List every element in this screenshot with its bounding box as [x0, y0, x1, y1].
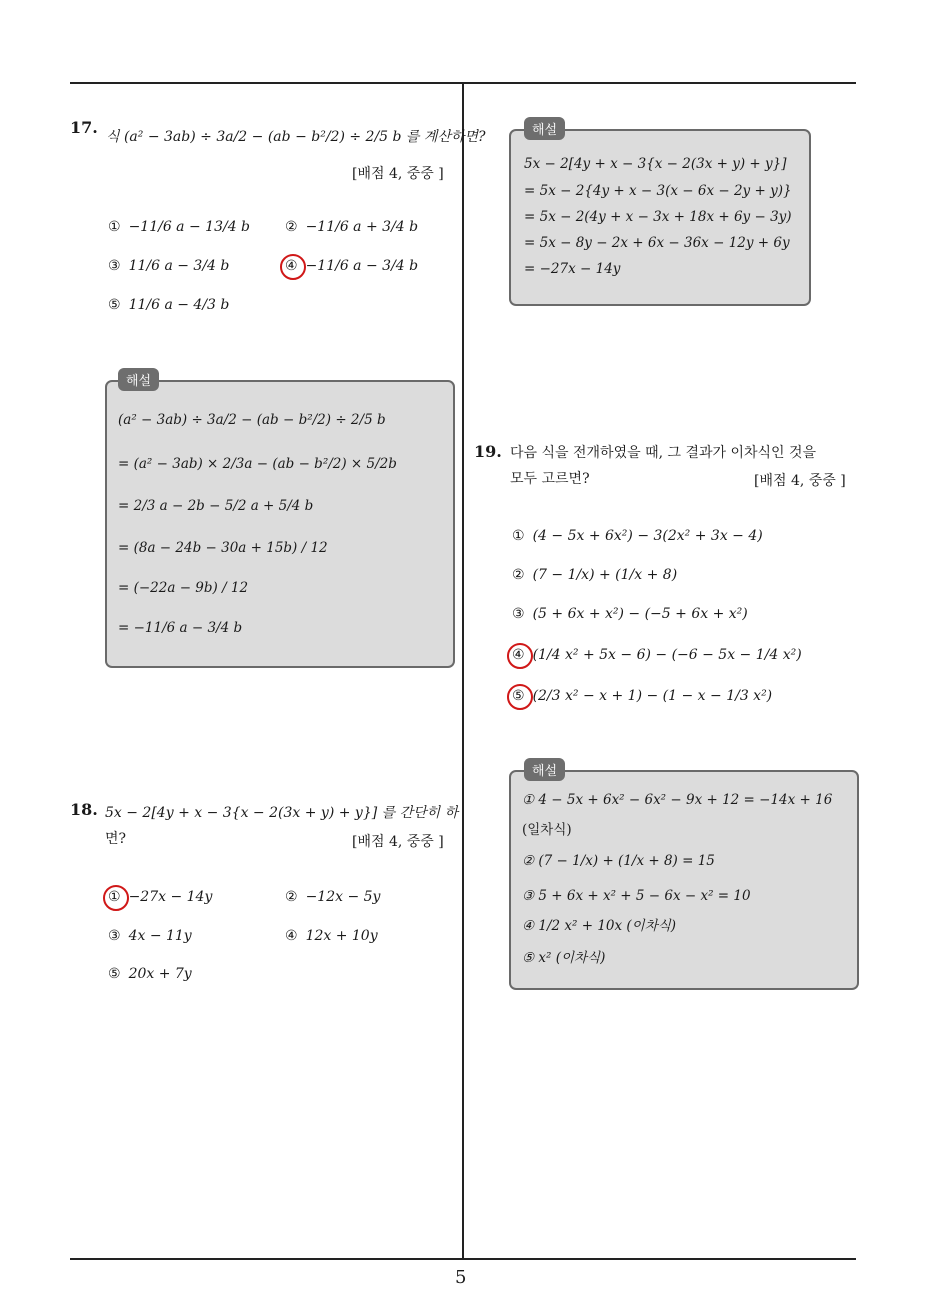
q19-meta: [배점 4, 중중 ] — [754, 473, 846, 489]
choice-expr: (4 − 5x + 6x²) − 3(2x² + 3x − 4) — [532, 528, 763, 544]
q18-solution-line-5: = −27x − 14y — [524, 261, 621, 277]
q19-number: 19. — [474, 442, 502, 461]
choice-expr: 4x − 11y — [128, 928, 192, 944]
choice-expr: 12x + 10y — [305, 928, 378, 944]
q19-stem-line-1: 다음 식을 전개하였을 때, 그 결과가 이차식인 것을 — [510, 445, 817, 461]
q18-solution-tag: 해설 — [524, 117, 565, 140]
q17-stem: 식 (a² − 3ab) ÷ 3a/2 − (ab − b²/2) ÷ 2/5 b 를 계산하면? — [106, 129, 486, 145]
q17-solution-line-4: = (8a − 24b − 30a + 15b) / 12 — [118, 540, 328, 556]
q18-stem-line-2: 면? — [105, 831, 127, 847]
q17-choice-5[interactable] — [108, 297, 229, 313]
q19-choice-2[interactable] — [512, 567, 677, 583]
q18-choice-3[interactable] — [108, 928, 192, 944]
q17-solution-line-6: = −11/6 a − 3/4 b — [118, 620, 243, 636]
q19-choice-1[interactable] — [512, 528, 763, 544]
bottom-rule — [70, 1258, 856, 1260]
q18-solution-line-4: = 5x − 8y − 2x + 6x − 36x − 12y + 6y — [524, 235, 790, 251]
choice-expr: 11/6 a − 4/3 b — [128, 297, 230, 313]
q17-solution-line-2: = (a² − 3ab) × 2/3a − (ab − b²/2) × 5/2b — [118, 456, 397, 472]
q18-answer-circle — [103, 885, 129, 911]
choice-expr: (1/4 x² + 5x − 6) − (−6 − 5x − 1/4 x²) — [532, 647, 802, 663]
choice-mark: ③ — [108, 928, 121, 944]
q17-choice-2[interactable] — [285, 219, 418, 235]
q17-meta: [배점 4, 중중 ] — [352, 166, 444, 182]
q19-solution-line-4: ③ 5 + 6x + x² + 5 − 6x − x² = 10 — [522, 888, 751, 904]
q17-answer-circle — [280, 254, 306, 280]
choice-mark: ⑤ — [108, 297, 121, 313]
q17-choice-1[interactable] — [108, 219, 250, 235]
choice-mark: ② — [285, 219, 298, 235]
column-divider — [462, 83, 464, 1259]
choice-expr: −11/6 a − 13/4 b — [128, 219, 251, 235]
choice-expr: −27x − 14y — [128, 889, 213, 905]
q19-solution-line-6: ⑤ x² (이차식) — [522, 950, 606, 966]
q19-solution-line-2: (일차식) — [522, 822, 572, 838]
q18-solution-line-2: = 5x − 2{4y + x − 3(x − 6x − 2y + y)} — [524, 183, 792, 199]
q17-solution-line-5: = (−22a − 9b) / 12 — [118, 580, 249, 596]
q19-choice-5[interactable] — [512, 688, 772, 704]
choice-expr: 20x + 7y — [128, 966, 192, 982]
q19-answer-circle-5 — [507, 684, 533, 710]
choice-mark: ⑤ — [512, 688, 525, 704]
q18-solution-line-3: = 5x − 2(4y + x − 3x + 18x + 6y − 3y) — [524, 209, 792, 225]
q17-solution-tag: 해설 — [118, 368, 159, 391]
q19-choice-4[interactable] — [512, 647, 802, 663]
q17-choice-3[interactable] — [108, 258, 229, 274]
choice-mark: ④ — [285, 928, 298, 944]
q19-solution-line-3: ② (7 − 1/x) + (1/x + 8) = 15 — [522, 853, 715, 869]
choice-mark: ① — [512, 528, 525, 544]
q18-number: 18. — [70, 800, 98, 819]
choice-mark: ③ — [108, 258, 121, 274]
choice-mark: ③ — [512, 606, 525, 622]
choice-mark: ④ — [285, 258, 298, 274]
choice-expr: −11/6 a − 3/4 b — [305, 258, 419, 274]
q19-choice-3[interactable] — [512, 606, 748, 622]
choice-expr: (5 + 6x + x²) − (−5 + 6x + x²) — [532, 606, 748, 622]
choice-mark: ① — [108, 889, 121, 905]
q18-choice-2[interactable] — [285, 889, 380, 905]
page-number: 5 — [455, 1267, 467, 1288]
q19-solution-tag: 해설 — [524, 758, 565, 781]
q18-choice-4[interactable] — [285, 928, 378, 944]
choice-expr: (2/3 x² − x + 1) − (1 − x − 1/3 x²) — [532, 688, 773, 704]
q19-solution-line-1: ① 4 − 5x + 6x² − 6x² − 9x + 12 = −14x + 16 — [522, 792, 833, 808]
q18-solution-line-1: 5x − 2[4y + x − 3{x − 2(3x + y) + y}] — [524, 156, 787, 172]
q17-solution-line-1: (a² − 3ab) ÷ 3a/2 − (ab − b²/2) ÷ 2/5 b — [118, 412, 386, 428]
choice-mark: ④ — [512, 647, 525, 663]
choice-mark: ② — [512, 567, 525, 583]
q19-stem-line-2: 모두 고르면? — [510, 471, 590, 487]
q19-solution-line-5: ④ 1/2 x² + 10x (이차식) — [522, 918, 677, 934]
choice-expr: 11/6 a − 3/4 b — [128, 258, 230, 274]
q18-choice-5[interactable] — [108, 966, 192, 982]
q19-answer-circle-4 — [507, 643, 533, 669]
choice-expr: −12x − 5y — [305, 889, 381, 905]
choice-mark: ② — [285, 889, 298, 905]
choice-expr: (7 − 1/x) + (1/x + 8) — [532, 567, 678, 583]
q18-meta: [배점 4, 중중 ] — [352, 834, 444, 850]
choice-expr: −11/6 a + 3/4 b — [305, 219, 419, 235]
q17-solution-line-3: = 2/3 a − 2b − 5/2 a + 5/4 b — [118, 498, 314, 514]
q18-stem-line-1: 5x − 2[4y + x − 3{x − 2(3x + y) + y}] 를 간단히 하 — [105, 805, 459, 821]
choice-mark: ① — [108, 219, 121, 235]
q17-number: 17. — [70, 118, 98, 137]
choice-mark: ⑤ — [108, 966, 121, 982]
